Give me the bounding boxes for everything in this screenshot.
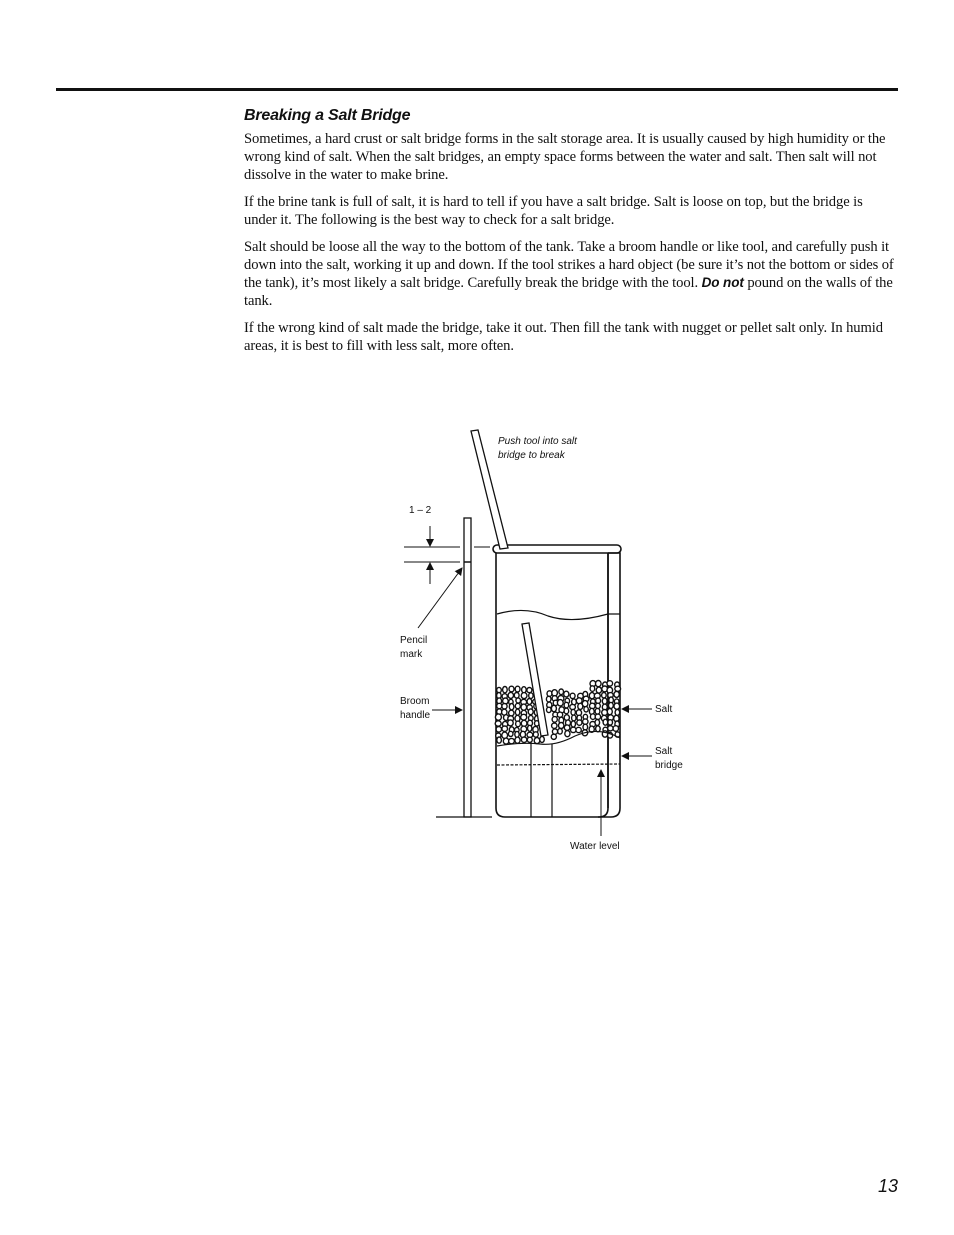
salt-pellet (552, 717, 557, 723)
salt-pellet (571, 709, 575, 715)
salt-pellet (559, 723, 564, 729)
salt-pellet (571, 721, 575, 727)
dimension-label: 1 – 2 (409, 505, 432, 516)
salt-pellet (570, 693, 575, 698)
pencil-label-2: mark (400, 649, 423, 660)
water-level-line (497, 764, 620, 765)
salt-pellet (515, 703, 520, 708)
salt-pellet (496, 727, 501, 733)
salt-pellet (602, 710, 608, 716)
salt-pellet (497, 703, 502, 708)
bridge-label-2: bridge (655, 760, 683, 771)
salt-pellet (533, 732, 538, 737)
salt-pellet (515, 686, 520, 692)
salt-pellet (564, 708, 569, 714)
salt-pellet (508, 720, 514, 726)
salt-pellet (509, 704, 514, 710)
salt-pellet (603, 719, 608, 725)
salt-pellet (552, 729, 557, 734)
salt-pellet (495, 721, 501, 726)
salt-pellet (577, 720, 582, 725)
salt-pellet (557, 712, 562, 717)
salt-pellet (614, 703, 620, 709)
salt-pellet (540, 736, 545, 742)
salt-pellet (613, 726, 618, 732)
salt-pellet (583, 719, 588, 724)
salt-pellet (607, 709, 612, 715)
salt-pellet (558, 729, 563, 735)
salt-pellet (609, 702, 614, 708)
salt-pellet (508, 692, 513, 698)
broom-handle (436, 518, 492, 817)
salt-pellet (547, 707, 552, 712)
paragraph-4: If the wrong kind of salt made the bridge, take it out. Then fill the tank with nugget or pellet salt only. In humid areas, it is best to fill with less salt, more often. (244, 320, 883, 354)
brine-tank (493, 545, 621, 817)
broom-label-1: Broom (400, 696, 430, 707)
salt-pellet (565, 731, 570, 737)
salt-pellet (528, 725, 532, 731)
salt-pellet (546, 696, 551, 702)
bridge-label-1: Salt (655, 746, 673, 757)
salt-pellet (527, 699, 532, 705)
salt-pellet (552, 723, 557, 728)
broom-label-2: handle (400, 710, 431, 721)
salt-pellet (596, 687, 601, 693)
salt-pellet (595, 708, 600, 714)
salt-pellet (508, 731, 513, 736)
salt-pellet (497, 737, 502, 743)
salt-pellet (516, 698, 521, 703)
salt-pellet (596, 681, 602, 687)
pencil-label-1: Pencil (400, 635, 428, 646)
salt-pellet (582, 701, 588, 707)
salt-pellet (564, 702, 569, 708)
salt-pellet (576, 727, 581, 732)
water-level-label: Water level (570, 841, 620, 852)
do-not-emphasis: Do not (701, 275, 744, 290)
salt-pellet (527, 688, 532, 693)
salt-pellet (564, 725, 570, 731)
salt-pellet (502, 704, 507, 709)
caption-line-1: Push tool into salt (498, 436, 577, 447)
tank-rim (493, 545, 621, 553)
salt-pellet (572, 715, 576, 721)
salt-pellet (595, 714, 600, 719)
salt-pellet (607, 681, 613, 686)
salt-pellet (521, 693, 527, 699)
page-number: 13 (877, 1176, 898, 1196)
salt-pellet (495, 714, 501, 720)
salt-pellet (509, 738, 515, 743)
salt-pellet (602, 698, 607, 704)
salt-pellet (551, 734, 556, 739)
salt-pellet (534, 738, 540, 744)
salt-pellet (551, 705, 556, 711)
salt-pellet (564, 691, 569, 697)
salt-pellet (595, 720, 600, 726)
salt-pellet (602, 693, 607, 698)
salt-surface-line (497, 610, 620, 619)
salt-pellet (608, 720, 613, 725)
pencil-mark-pointer (418, 568, 462, 628)
salt-pellet (502, 726, 508, 731)
caption-line-2: bridge to break (498, 450, 565, 461)
salt-pellet (521, 737, 526, 742)
salt-pellet (608, 726, 613, 731)
salt-pellet (529, 693, 533, 699)
salt-pellet (515, 737, 520, 743)
salt-pellet (559, 689, 564, 695)
paragraph-1: Sometimes, a hard crust or salt bridge forms in the salt storage area. It is usually caused by high humidity or the wrong kind of salt. When the salt bridges, an empty space forms between the water and salt. Then salt will not dissolve in the water to make brine. (244, 131, 886, 183)
salt-pellet (516, 721, 521, 727)
push-tool (471, 430, 552, 817)
salt-pellet (584, 707, 588, 712)
salt-pellet (521, 704, 527, 710)
salt-pellet (557, 700, 563, 706)
salt-pellet (528, 709, 533, 715)
salt-pellet (515, 709, 519, 715)
salt-pellet (590, 686, 595, 692)
salt-pellet (527, 737, 532, 742)
paragraph-2: If the brine tank is full of salt, it is hard to tell if you have a salt bridge. Salt is loose on top, but the bridge is under it. The following is the best way to check for a salt bridge. (244, 194, 863, 228)
salt-pellet (509, 686, 514, 692)
salt-pellet (615, 709, 620, 715)
section-title: Breaking a Salt Bridge (244, 107, 411, 124)
salt-label: Salt (655, 704, 673, 715)
salt-pellet (521, 714, 527, 720)
salt-pellet (614, 691, 619, 697)
salt-pellet (503, 687, 508, 693)
salt-pellets (495, 681, 620, 745)
paragraph-3-tail: pound on the walls of the tank. (244, 275, 893, 309)
salt-pellet (615, 686, 621, 691)
dimension-marker (404, 505, 490, 584)
paragraph-3-text: Salt should be loose all the way to the bottom of the tank. Take a broom handle or like tool, and carefully push it down into the salt, working it up and down. If the tool strikes a hard object (be sure it’s not the bottom or sides of the tank), it’s most likely a salt bridge. Carefully break the bridge with the tool. (244, 239, 894, 291)
